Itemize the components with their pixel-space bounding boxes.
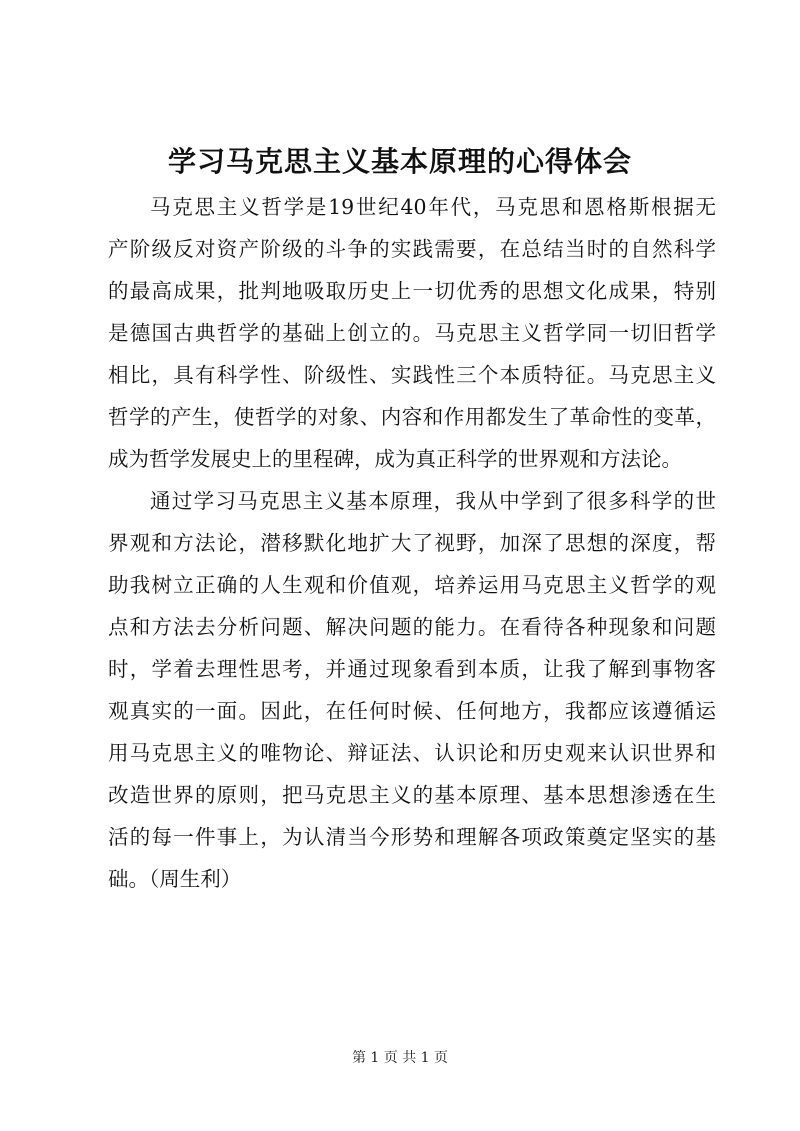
paragraph-line: 础。（周生利） <box>108 867 242 891</box>
paragraph-line: 通过学习马克思主义基本原理，我从中学到了很多科学的世 <box>150 489 716 513</box>
paragraph-2 <box>108 480 716 900</box>
paragraph-line: 马克思主义哲学是19世纪40年代，马克思和恩格斯根据无 <box>150 195 716 219</box>
paragraph-line: 改造世界的原则，把马克思主义的基本原理、基本思想渗透在生 <box>108 783 716 807</box>
paragraph-line: 界观和方法论，潜移默化地扩大了视野，加深了思想的深度，帮 <box>108 531 716 555</box>
paragraph-line: 活的每一件事上，为认清当今形势和理解各项政策奠定坚实的基 <box>108 825 716 849</box>
document-body <box>108 186 716 900</box>
paragraph-line: 观真实的一面。因此，在任何时候、任何地方，我都应该遵循运 <box>108 699 716 723</box>
paragraph-line: 时，学着去理性思考，并通过现象看到本质，让我了解到事物客 <box>108 657 716 681</box>
paragraph-line: 哲学的产生，使哲学的对象、内容和作用都发生了革命性的变革， <box>108 405 716 429</box>
paragraph-1 <box>108 186 716 480</box>
paragraph-line: 是德国古典哲学的基础上创立的。马克思主义哲学同一切旧哲学 <box>108 321 716 345</box>
paragraph-line: 助我树立正确的人生观和价值观，培养运用马克思主义哲学的观 <box>108 573 716 597</box>
document-title: 学习马克思主义基本原理的心得体会 <box>167 145 632 178</box>
paragraph-line: 成为哲学发展史上的里程碑，成为真正科学的世界观和方法论。 <box>108 447 682 471</box>
paragraph-line: 的最高成果，批判地吸取历史上一切优秀的思想文化成果，特别 <box>108 279 716 303</box>
paragraph-line: 点和方法去分析问题、解决问题的能力。在看待各种现象和问题 <box>108 615 716 639</box>
paragraph-line: 用马克思主义的唯物论、辩证法、认识论和历史观来认识世界和 <box>108 741 716 765</box>
page-number-footer: 第 1 页 共 1 页 <box>351 1050 449 1066</box>
paragraph-line: 产阶级反对资产阶级的斗争的实践需要，在总结当时的自然科学 <box>108 237 716 261</box>
paragraph-line: 相比，具有科学性、阶级性、实践性三个本质特征。马克思主义 <box>108 363 716 387</box>
